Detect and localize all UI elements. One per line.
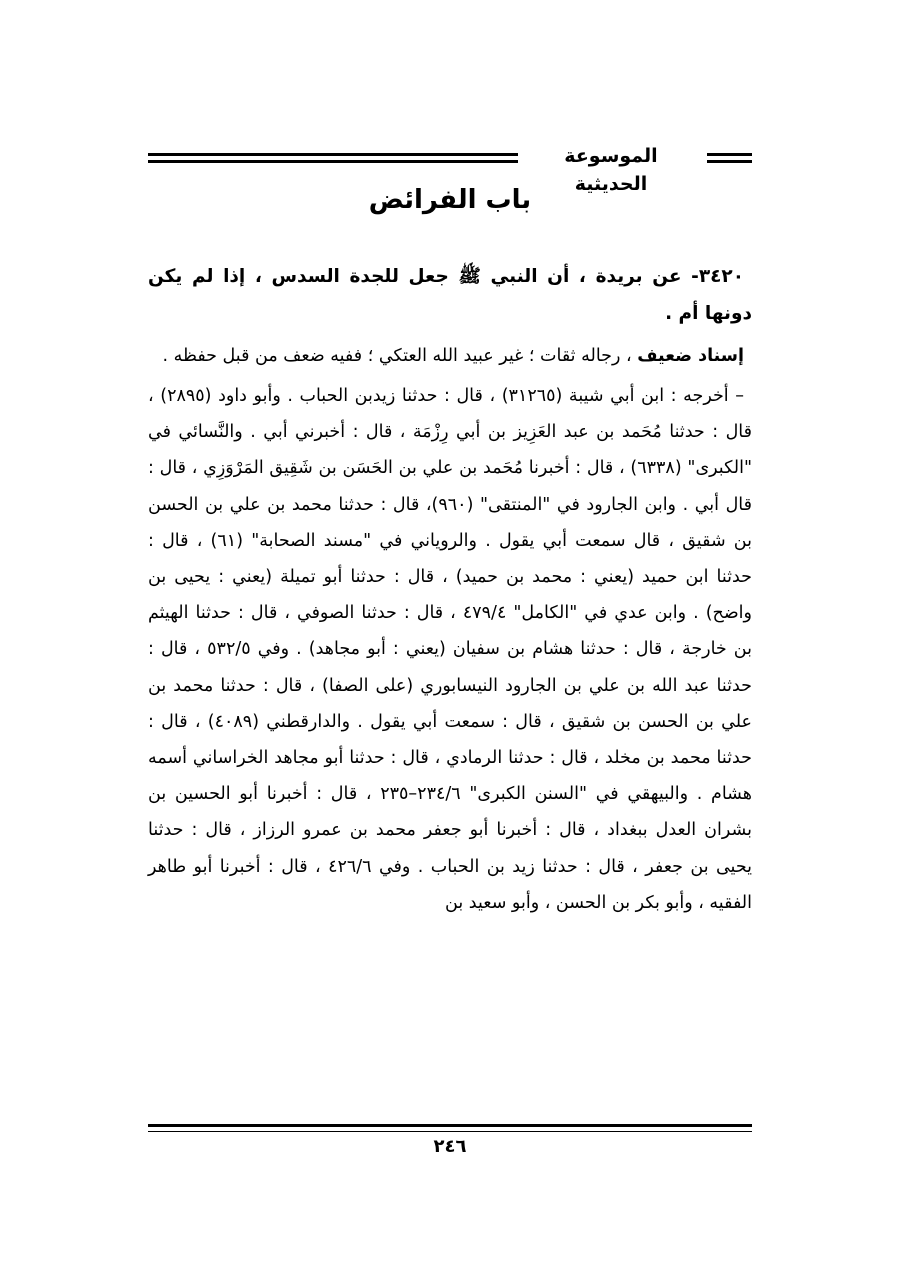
body-content	[148, 258, 752, 921]
chapter-title: باب الفرائض	[368, 185, 532, 215]
header-rule-left	[148, 153, 518, 163]
header-rule-right	[707, 153, 752, 163]
hadith-text: ٣٤٢٠- عن بريدة ، أن النبي ﷺ جعل للجدة السدس ، إذا لم يكن دونها أم .	[148, 266, 752, 324]
takhrij-text: – أخرجه : ابن أبي شيبة (٣١٢٦٥) ، قال : حدثنا زيدبن الحباب . وأبو داود (٢٨٩٥) ، قال : حدثنا مُحَمد بن عبد العَزِيز بن أبي رِزْمَة ، قال : أخبرني أبي . والنَّسائي في "الكبرى" (٦٣٣٨) ، قال : أخبرنا مُحَمد بن علي بن الحَسَن بن شَقِيق المَرْوَزِي ، قال : قال أبي . وابن الجارود في "المنتقى" (٩٦٠)، قال : حدثنا محمد بن علي بن الحسن بن شقيق ، قال سمعت أبي يقول . والروياني في "مسند الصحابة" (٦١) ، قال : حدثنا ابن حميد (يعني : محمد بن حميد) ، قال : حدثنا أبو تميلة (يعني : يحيى بن واضح) . وابن عدي في "الكامل" ٤٧٩/٤ ، قال : حدثنا الصوفي ، قال : حدثنا الهيثم بن خارجة ، قال : حدثنا هشام بن سفيان (يعني : أبو مجاهد) . وفي ٥٣٢/٥ ، قال : حدثنا عبد الله بن علي بن الجارود النيسابوري (على الصفا) ، قال : حدثنا محمد بن علي بن الحسن بن شقيق ، قال : سمعت أبي يقول . والدارقطني (٤٠٨٩) ، قال : حدثنا محمد بن مخلد ، قال : حدثنا الرمادي ، قال : حدثنا أبو مجاهد الخراساني أسمه هشام . والبيهقي في "السنن الكبرى" ٢٣٤/٦–٢٣٥ ، قال : أخبرنا أبو الحسين بن بشران العدل ببغداد ، قال : أخبرنا أبو جعفر محمد بن عمرو الرزاز ، قال : حدثنا يحيى بن جعفر ، قال : حدثنا زيد بن الحباب . وفي ٤٢٦/٦ ، قال : أخبرنا أبو طاهر الفقيه ، وأبو بكر بن الحسن ، وأبو سعيد بن	[148, 386, 753, 913]
footer-rule	[148, 1124, 752, 1132]
grading-label: إسناد ضعيف	[637, 346, 744, 366]
running-title: الموسوعة الحديثية	[564, 145, 658, 195]
grading-text: ، رجاله ثقات ؛ غير عبيد الله العتكي ؛ ففيه ضعف من قبل حفظه .	[162, 346, 632, 366]
page-number: ٢٤٦	[433, 1136, 467, 1157]
running-header	[148, 142, 752, 195]
grading-paragraph	[148, 338, 752, 374]
